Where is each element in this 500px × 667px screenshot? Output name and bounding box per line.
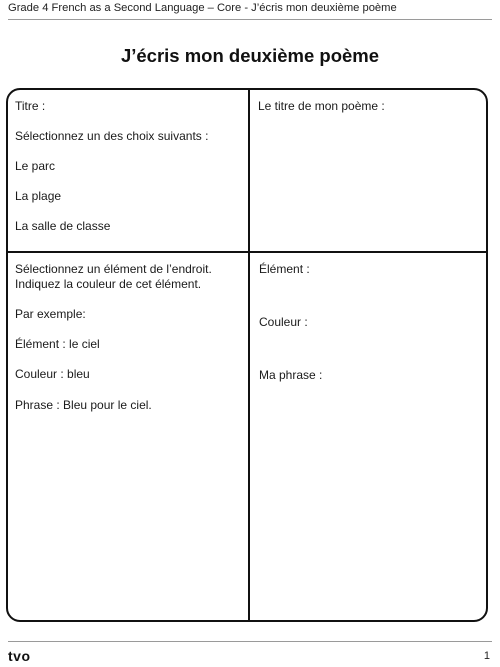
choice-la-plage: La plage bbox=[15, 189, 62, 203]
element-instruction-2: Indiquez la couleur de cet élément. bbox=[15, 277, 202, 291]
choice-le-parc: Le parc bbox=[15, 159, 56, 173]
page-number: 1 bbox=[483, 650, 490, 662]
element-instruction-1: Sélectionnez un élément de l’endroit. bbox=[15, 262, 212, 276]
tvo-logo: tvo bbox=[8, 648, 31, 664]
document-header: Grade 4 French as a Second Language – Core - J’écris mon deuxième poème bbox=[8, 2, 397, 14]
poem-title-label: Le titre de mon poème : bbox=[258, 99, 385, 113]
footer-divider bbox=[8, 641, 492, 642]
element-example: Élément : le ciel bbox=[15, 337, 100, 351]
couleur-field-label: Couleur : bbox=[259, 315, 308, 329]
choice-la-salle-de-classe: La salle de classe bbox=[15, 219, 111, 233]
element-field-label: Élément : bbox=[259, 262, 310, 276]
row-divider bbox=[8, 251, 486, 253]
header-divider bbox=[8, 19, 492, 20]
page-title: J’écris mon deuxième poème bbox=[120, 45, 380, 66]
phrase-field-label: Ma phrase : bbox=[259, 368, 323, 382]
couleur-example: Couleur : bleu bbox=[15, 367, 90, 381]
choice-instruction: Sélectionnez un des choix suivants : bbox=[15, 129, 209, 143]
titre-label: Titre : bbox=[15, 99, 46, 113]
phrase-example: Phrase : Bleu pour le ciel. bbox=[15, 398, 152, 412]
worksheet-table bbox=[6, 88, 488, 622]
column-divider bbox=[248, 90, 250, 620]
example-label: Par exemple: bbox=[15, 307, 86, 321]
